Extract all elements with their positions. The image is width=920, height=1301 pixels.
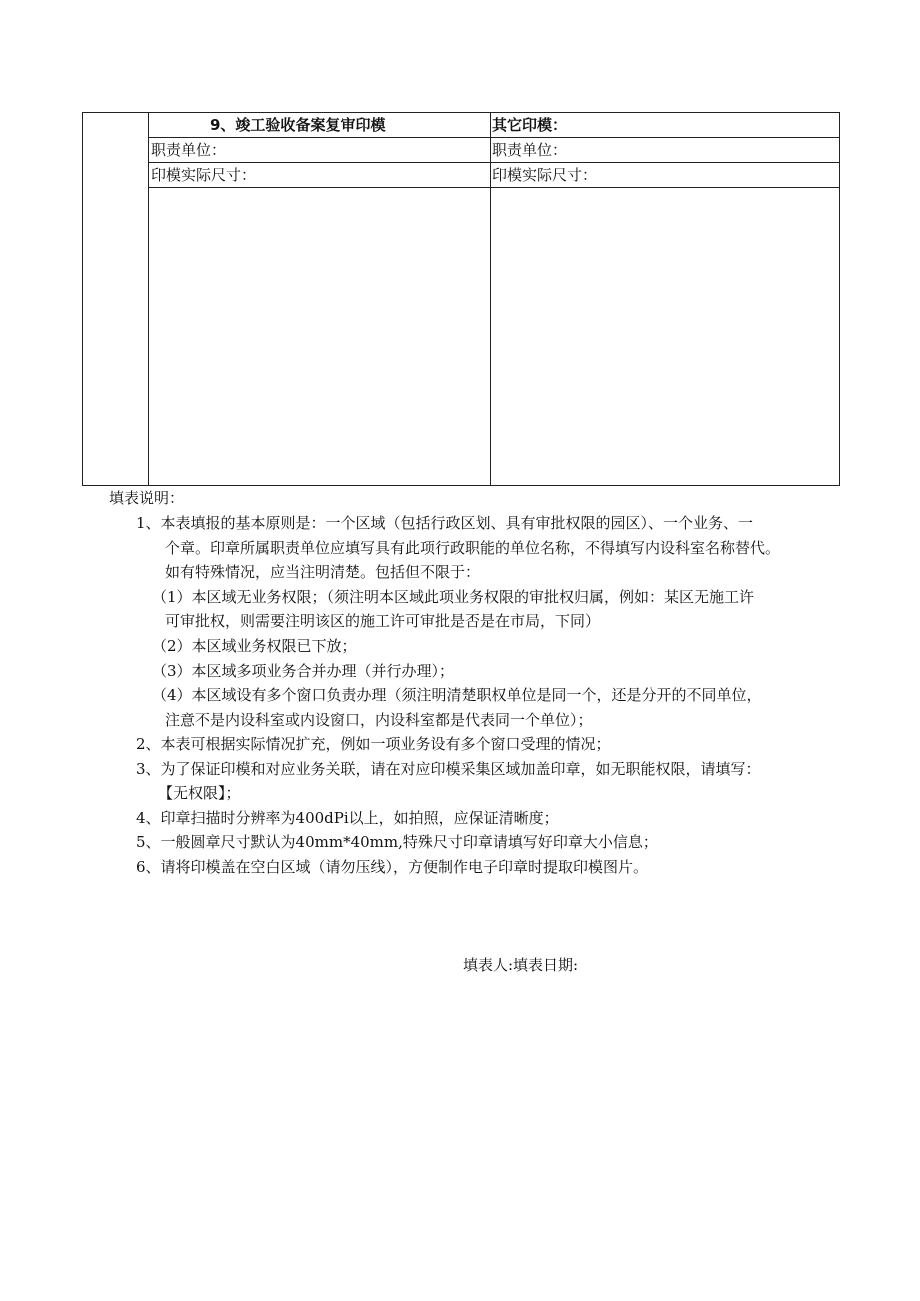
note-4: 4、印章扫描时分辨率为400dPi以上，如拍照，应保证清晰度； — [136, 809, 559, 827]
sub-note-1-line-2: 可审批权，则需要注明该区的施工许可审批是否是在市局，下同） — [165, 612, 601, 630]
left-seal-area[interactable] — [149, 188, 489, 485]
seal-form-table — [82, 112, 840, 486]
row-divider-2 — [148, 162, 839, 163]
right-unit-label: 职责单位： — [492, 141, 568, 159]
left-seal-header: 9、竣工验收备案复审印模 — [210, 116, 386, 134]
sub-note-4-line-2: 注意不是内设科室或内设窗口，内设科室都是代表同一个单位）； — [165, 711, 593, 729]
note-3-line-2: 【无权限】； — [158, 784, 241, 802]
left-unit-label: 职责单位： — [151, 141, 227, 159]
right-seal-area[interactable] — [491, 188, 839, 485]
note-5: 5、一般圆章尺寸默认为40mm*40mm,特殊尺寸印章请填写好印章大小信息； — [136, 833, 658, 851]
note-3-line-1: 3、为了保证印模和对应业务关联，请在对应印模采集区域加盖印章，如无职能权限，请填写： — [136, 760, 761, 778]
sub-note-1-line-1: （1）本区域无业务权限；（须注明本区域此项业务权限的审批权归属，例如：某区无施工许 — [152, 588, 755, 606]
note-1-line-2: 个章。印章所属职责单位应填写具有此项行政职能的单位名称，不得填写内设科室名称替代。 — [165, 539, 781, 557]
note-2: 2、本表可根据实际情况扩充，例如一项业务设有多个窗口受理的情况； — [136, 735, 611, 753]
sub-note-4-line-1: （4）本区域设有多个窗口负责办理（须注明清楚职权单位是同一个，还是分开的不同单位， — [152, 686, 762, 704]
sub-note-3: （3）本区域多项业务合并办理（并行办理）； — [152, 662, 455, 680]
sub-note-2: （2）本区域业务权限已下放； — [152, 637, 357, 655]
right-size-label: 印模实际尺寸： — [492, 166, 598, 184]
note-1-line-3: 如有特殊情况，应当注明清楚。包括但不限于： — [165, 563, 481, 581]
left-size-label: 印模实际尺寸： — [151, 166, 257, 184]
instructions-title: 填表说明： — [109, 489, 185, 507]
note-6: 6、请将印模盖在空白区域（请勿压线），方便制作电子印章时提取印模图片。 — [136, 858, 649, 876]
right-seal-header: 其它印模： — [492, 116, 568, 134]
note-1-line-1: 1、本表填报的基本原则是：一个区域（包括行政区划、具有审批权限的园区）、一个业务、一 — [136, 514, 754, 532]
row-divider-1 — [148, 137, 839, 138]
signature-line: 填表人:填表日期: — [463, 956, 579, 974]
